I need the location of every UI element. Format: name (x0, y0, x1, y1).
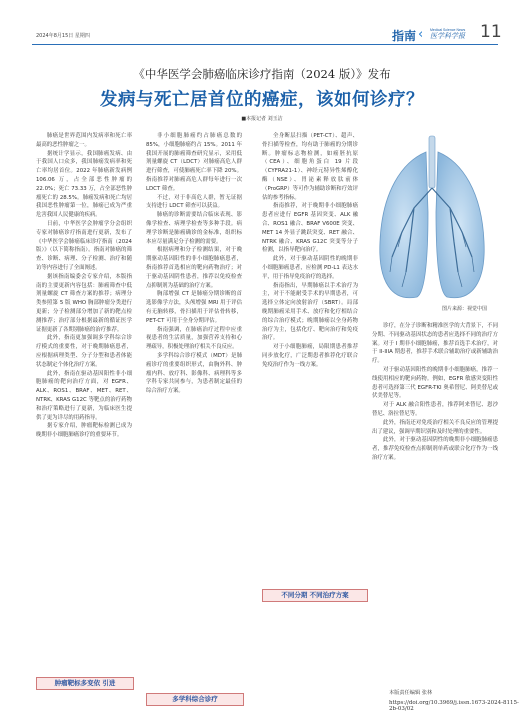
paragraph: 胸部增强 CT 是肺癌分期诊断的首选影像学方法，头颅增强 MRI 用于评估有无脑转移，骨扫描用于评估骨转移，PET-CT 可用于全身分期评估。 (146, 291, 242, 324)
paragraph: 据该指南编委会专家介绍，本版指南的主要更新内容包括：肺癌筛查中低剂量螺旋 CT 筛查方案的推荐；病理分类参照第 5 版 WHO 胸部肿瘤分类进行更新；分子检测部分增加了新的靶点检测推荐；治疗部分根据最新的循证医学证据更新了各期别肺癌的治疗推荐。 (36, 273, 132, 333)
text-column-4 (372, 322, 498, 682)
paragraph: 指南指出，早期肺癌以手术治疗为主，对于不能耐受手术的早期患者，可选择立体定向放射治疗（SBRT）。局部晚期肺癌采用手术、放疗和化疗相结合的综合治疗模式；晚期肺癌以全身药物治疗为主，包括化疗、靶向治疗和免疫治疗。 (262, 282, 358, 342)
text-column-2 (146, 132, 242, 688)
lung-illustration (362, 132, 502, 313)
newspaper-logo (428, 26, 476, 40)
article-kicker: 《中华医学会肺癌临床诊疗指南（2024 版）》发布 (133, 67, 391, 81)
article-byline: ■本报记者 刘玉洁 (241, 116, 283, 122)
paragraph: 此外，指南在驱动基因阳性非小细胞肺癌的靶向治疗方面，对 EGFR、ALK、ROS1、BRAF、MET、RET、NTRK、KRAS G12C 等靶点的治疗药物和治疗策略进行了更新，为临床医生提供了更为详尽的用药指导。 (36, 370, 132, 421)
paragraph: 对于 ALK 融合阳性患者，推荐阿来替尼、恩沙替尼、洛拉替尼等。 (372, 402, 498, 417)
paragraph: 肺癌是世界范围内发病率和死亡率最高的恶性肿瘤之一。 (36, 133, 132, 148)
photo-credit: 图片来源：视觉中国 (442, 306, 488, 312)
article-headline: 发病与死亡居首位的癌症，该如何诊疗？ (100, 90, 424, 110)
page-number: 11 (480, 22, 502, 42)
paragraph: 据统计学显示，我国肺癌发病、由于我国人口众多，我国肺癌发病率和死亡率均居首位。2022 年肺癌新发病例 106.06 万，占全部恶性肿瘤的 22.0%；死亡 73.33 万，占全部恶性肿瘤死亡的 28.5%。肺癌发病和死亡均居我国恶性肿瘤第一位，肺癌已成为严重危害我国人民健康的疾病。 (36, 150, 132, 219)
lungs-icon (362, 132, 502, 313)
paragraph: 日前，中华医学会肿瘤学分会组织专家对肺癌诊疗指南进行更新，发布了《中华医学会肺癌临床诊疗指南（2024 版）》（以下简称指南）。指南对肺癌的筛查、诊断、病理、分子检测、治疗和随访等内容进行了全面阐述。 (36, 220, 132, 271)
paragraph: 对于小细胞肺癌，局限期患者推荐同步放化疗，广泛期患者推荐化疗联合免疫治疗作为一线方案。 (262, 344, 358, 368)
header-rule (32, 44, 498, 45)
chevron-icon: ‹ (418, 27, 424, 42)
footer-editor: 本版责任编辑 张林 (389, 690, 433, 696)
paragraph: 不过，对于非高危人群，暂无证据支持进行 LDCT 筛查可以获益。 (146, 194, 242, 210)
paragraph: 非小细胞肺癌约占肺癌总数的 85%，小细胞肺癌约占 15%。2011 年我国开展的肺癌筛查研究显示，采用低剂量螺旋 CT（LDCT）对肺癌高危人群进行筛查，可使肺癌死亡率下降 20%。指南推荐对肺癌高危人群每年进行一次 LDCT 筛查。 (146, 133, 242, 192)
paragraph: 对于驱动基因阳性的晚期非小细胞肺癌，推荐一线使用相应的靶向药物。例如，EGFR 敏感突变阳性患者可选择第三代 EGFR-TKI 奥希替尼、阿美替尼或伏美替尼等。 (372, 366, 498, 400)
paragraph: 根据病理和分子检测结果，对于晚期驱动基因阳性的非小细胞肺癌患者，指南推荐首选相应的靶向药物治疗；对于驱动基因阴性患者，推荐以免疫检查点抑制剂为基础的治疗方案。 (146, 247, 242, 289)
svg-text:医学科学报: 医学科学报 (430, 32, 465, 40)
paragraph: 指南强调，在肺癌治疗过程中应重视患者的生活质量，加强营养支持和心理疏导，积极处理治疗相关不良反应。 (146, 326, 242, 351)
paragraph: 指南推荐，对于晚期非小细胞肺癌患者应进行 EGFR 基因突变、ALK 融合、ROS1 融合、BRAF V600E 突变、MET 14 外显子跳跃突变、RET 融合、NTRK 融合、KRAS G12C 突变等分子检测，以指导靶向治疗。 (262, 203, 358, 254)
subheading-stages: 不同分期 不同治疗方案 (262, 589, 368, 602)
page-header (0, 0, 524, 44)
paragraph: 此外，指南还对免疫治疗相关不良反应的管理提出了建议，强调早期识别和及时处理的重要性。 (372, 419, 498, 435)
issue-date: 2024年8月15日 星期四 (36, 33, 90, 39)
subheading-mdt: 多学科综合诊疗 (146, 693, 244, 706)
footer-url: https://doi.org/10.3969/j.issn.1673-2024-8115-2b-03/02 (389, 700, 519, 712)
paragraph: 此外，对于驱动基因阴性的晚期非小细胞肺癌患者，推荐免疫检查点抑制剂单药或联合化疗作为一线治疗方案。 (372, 437, 498, 461)
text-column-3 (262, 132, 358, 584)
paragraph: 据专家介绍，肿瘤靶标检测已成为晚期非小细胞肺癌诊疗的重要环节。 (36, 423, 132, 439)
svg-text:Medical Science News: Medical Science News (430, 28, 466, 32)
logo-mark-icon (428, 26, 476, 40)
paragraph: 多学科综合诊疗模式（MDT）是肺癌诊疗的重要组织形式，由胸外科、肿瘤内科、放疗科、影像科、病理科等多学科专家共同参与，为患者制定最佳的综合治疗方案。 (146, 352, 242, 395)
paragraph: 此外，对于驱动基因阴性的晚期非小细胞肺癌患者，应检测 PD-L1 表达水平，用于指导免疫治疗的选择。 (262, 256, 358, 280)
paragraph: 肺癌的诊断需要结合临床表现、影像学检查、病理学检查等多种手段。病理学诊断是肺癌确诊的金标准，组织标本应尽量满足分子检测的需要。 (146, 212, 242, 245)
paragraph: 全身断层扫描（PET-CT）、超声、骨扫描等检查，均有助于肺癌的分期诊断。肿瘤标志物检测，如癌胚抗原（CEA）、细胞角蛋白 19 片段（CYFRA21-1）、神经元特异性烯醇化酶（NSE）、胃泌素释放肽前体（ProGRP）等可作为辅助诊断和疗效评估的参考指标。 (262, 133, 358, 201)
section-name: 指南 (392, 29, 417, 43)
paragraph: 诊疗，在分子诊断和精准医学的大背景下，不同分期、不同驱动基因状态的患者应选择不同的治疗方案。对于 I 期非小细胞肺癌，推荐首选手术治疗，对于 II-IIIA 期患者，推荐手术联合辅助治疗或新辅助治疗。 (372, 323, 498, 365)
paragraph: 此外，指南更加强调多学科综合诊疗模式的重要性，对于晚期肺癌患者，应根据病理类型、分子分型和患者体能状态制定个体化治疗方案。 (36, 335, 132, 368)
subheading-targets: 肿瘤靶标多变依 引进 (36, 677, 134, 690)
text-column-1 (36, 132, 132, 672)
